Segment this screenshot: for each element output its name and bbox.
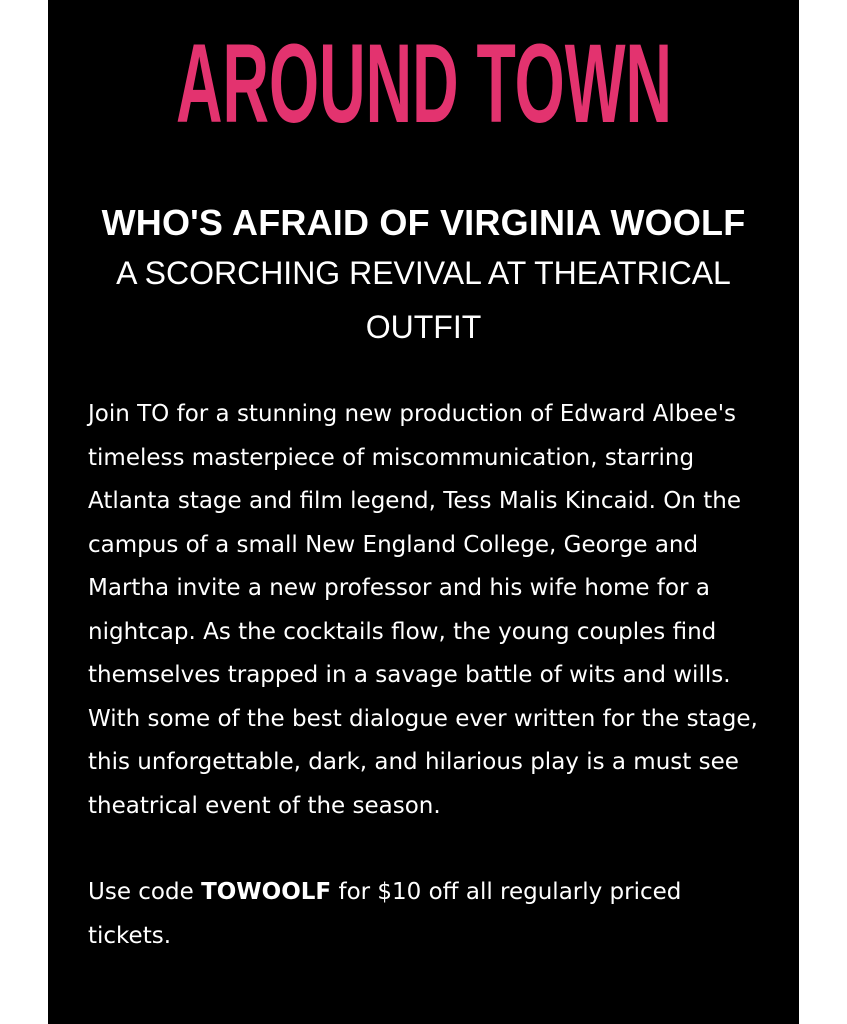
logo-text: AROUND TOWN — [175, 26, 672, 136]
logo-wordmark — [164, 26, 684, 136]
event-description: Join TO for a stunning new production of Edward Albee's timeless masterpiece of miscommunication, starring Atlanta stage and film legend, Tess Malis Kincaid. On the campus of a small New England College, George and Martha invite a new professor and his wife home for a nightcap. As the cocktails flow, the young couples find themselves trapped in a savage battle of wits and wills. With some of the best dialogue ever written for the stage, this unforgettable, dark, and hilarious play is a must see theatrical event of the season. — [88, 401, 758, 819]
event-headline — [48, 200, 799, 354]
event-title: WHO'S AFRAID OF VIRGINIA WOOLF — [101, 202, 746, 243]
around-town-logo — [48, 26, 799, 136]
promo-text — [88, 871, 758, 958]
event-subtitle: A SCORCHING REVIVAL AT THEATRICAL OUTFIT — [116, 255, 731, 345]
email-panel — [48, 0, 799, 1024]
promo-prefix: Use code — [88, 879, 202, 905]
promo-suffix: for $10 off all regularly priced tickets. — [88, 879, 682, 949]
event-body — [88, 393, 758, 958]
promo-code: TOWOOLF — [201, 879, 332, 905]
